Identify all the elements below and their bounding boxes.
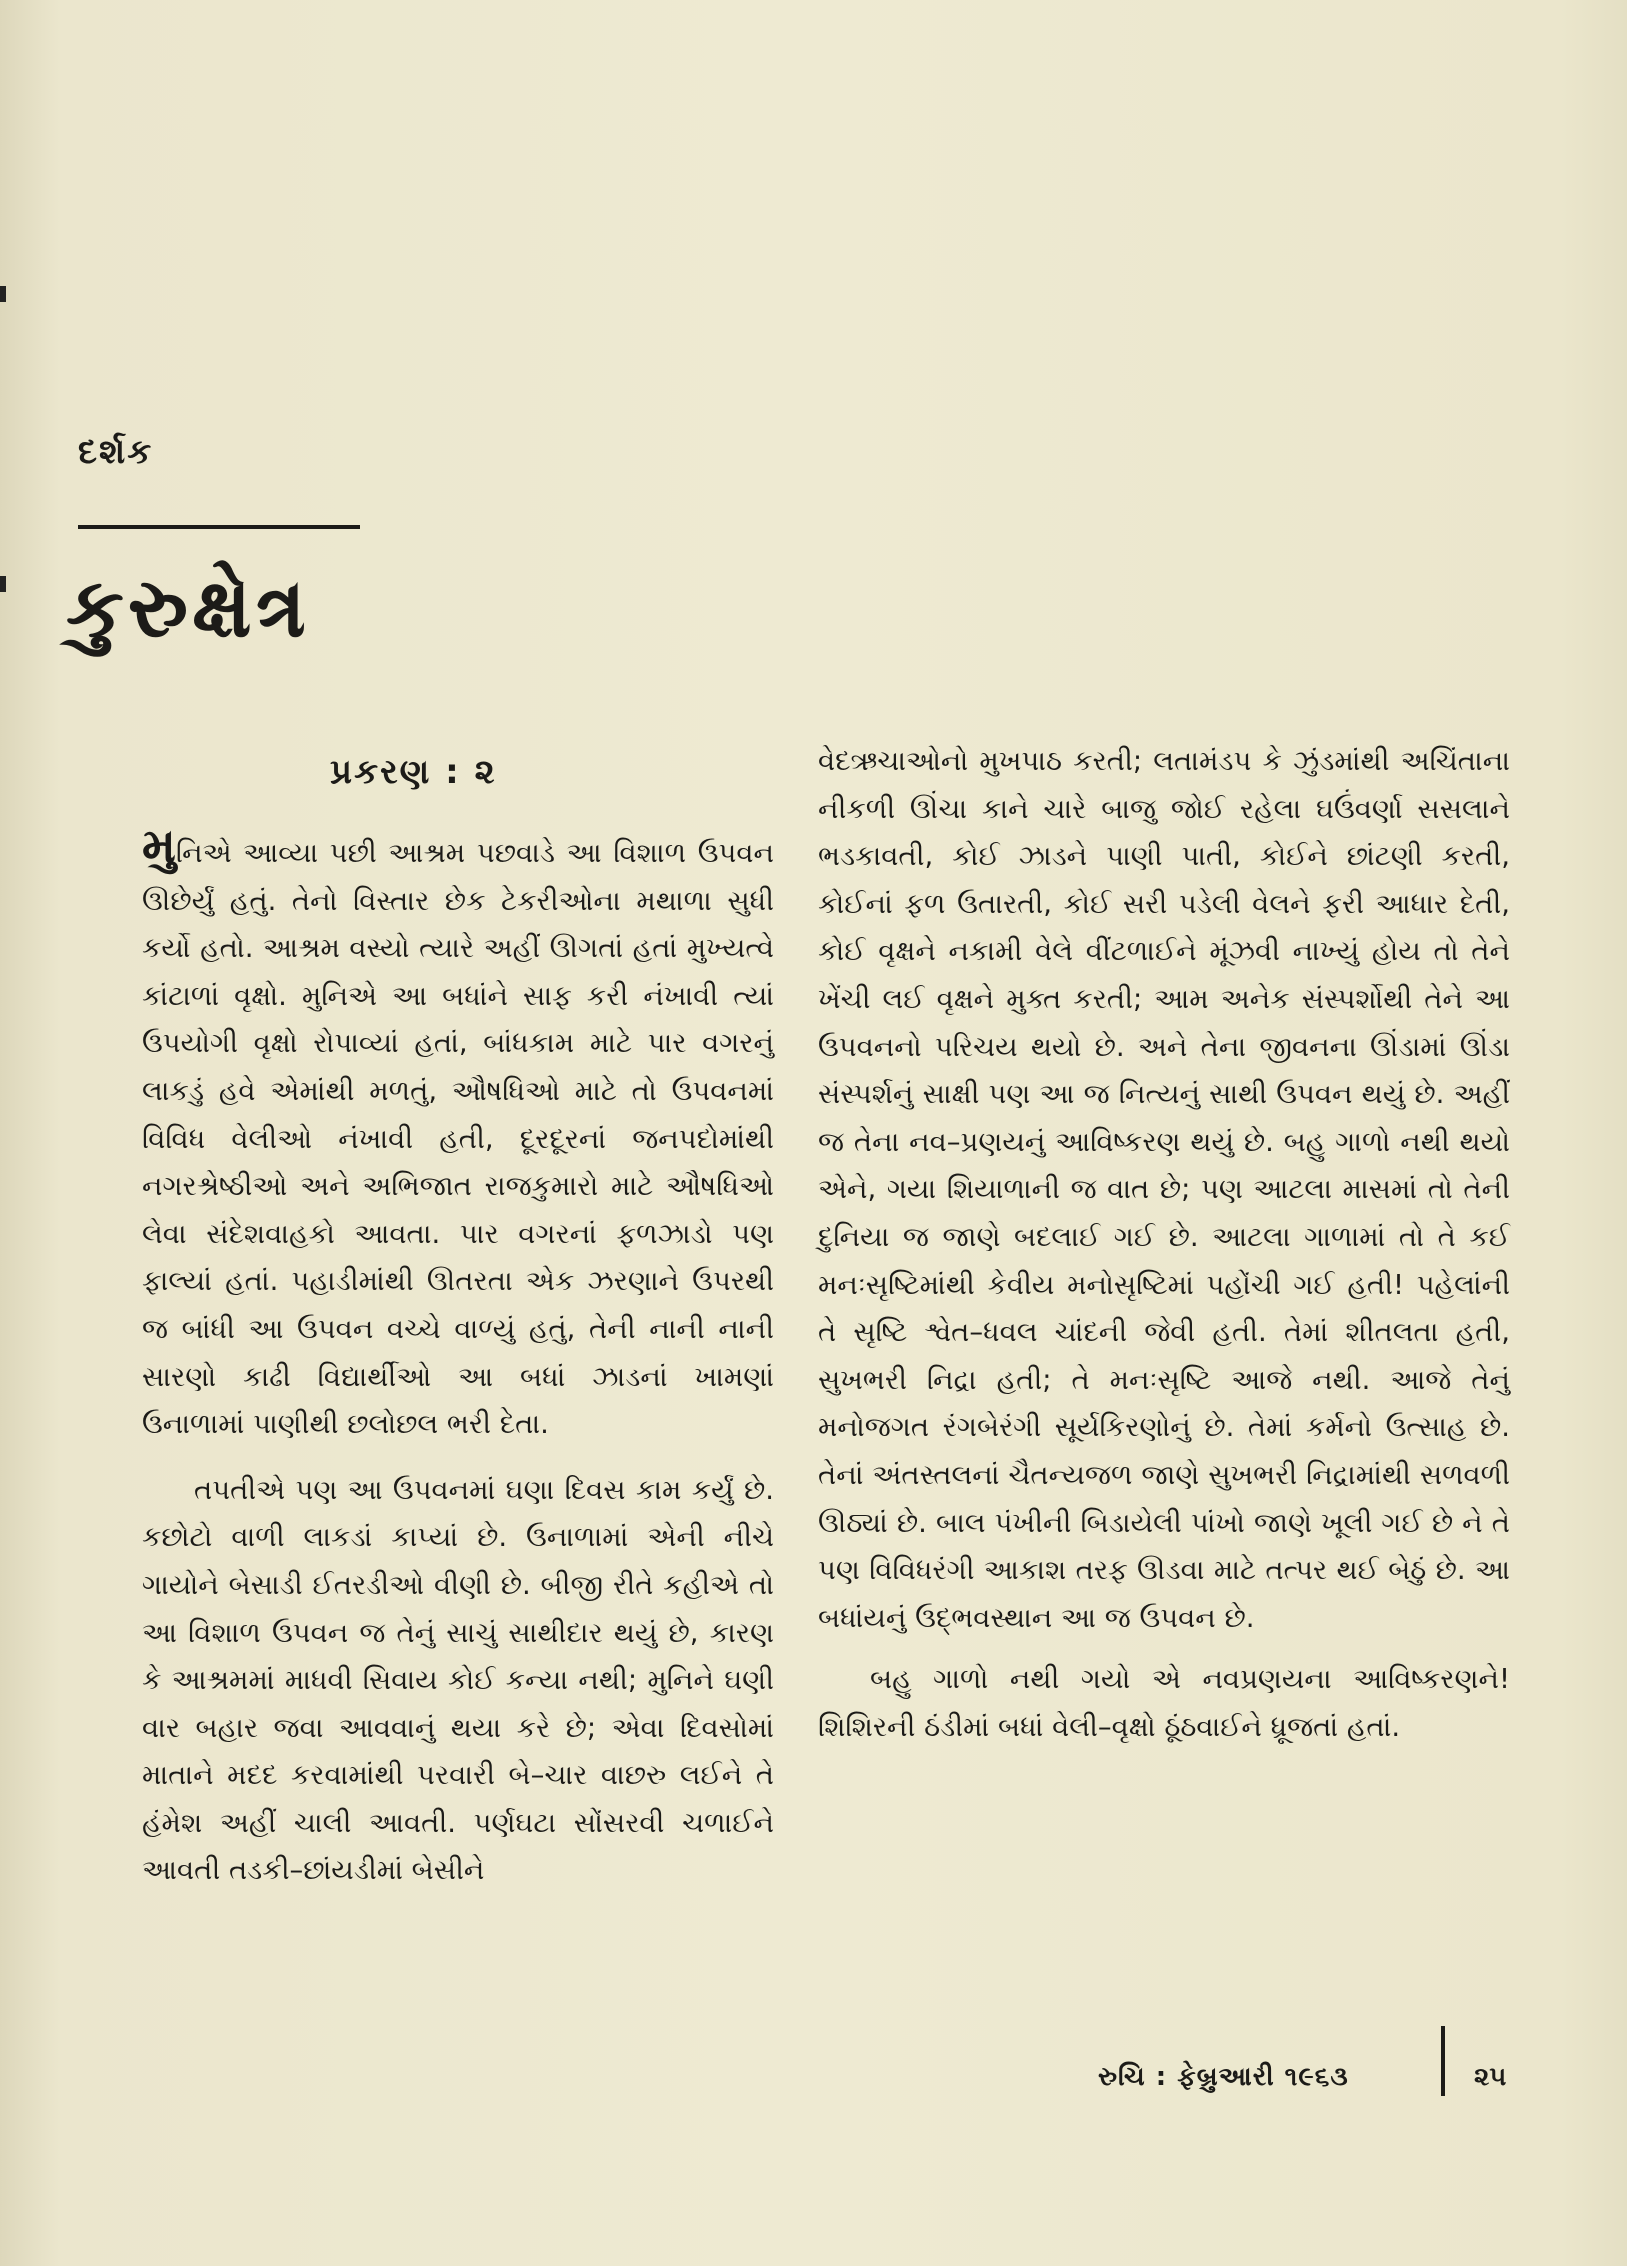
paragraph: વેદઋચાઓનો મુખપાઠ કરતી; લતામંડપ કે ઝુંડમાંથી અચિંતાના નીકળી ઊંચા કાને ચારે બાજુ જોઈ રહેલા ઘઉંવર્ણા સસલાને ભડકાવતી, કોઈ ઝાડને પાણી પાતી, કોઈને છાંટણી કરતી, કોઈનાં ફળ ઉતારતી, કોઈ સરી પડેલી વેલને ફરી આધાર દેતી, કોઈ વૃક્ષને નકામી વેલે વીંટળાઈને મૂંઝવી નાખ્યું હોય તો તેને ખેંચી લઈ વૃક્ષને મુક્ત કરતી; આમ અનેક સંસ્પર્શોથી તેને આ ઉપવનનો પરિચય થયો છે. અને તેના જીવનના ઊંડામાં ઊંડા સંસ્પર્શનું સાક્ષી પણ આ જ નિત્યનું સાથી ઉપવન થયું છે. અહીં જ તેના નવ–પ્રણયનું આવિષ્કરણ થયું છે. બહુ ગાળો નથી થયો એને, ગયા શિયાળાની જ વાત છે; પણ આટલા માસમાં તો તેની દુનિયા જ જાણે બદલાઈ ગઈ છે. આટલા ગાળામાં તો તે કઈ મનઃસૃષ્ટિમાંથી કેવીય મનોસૃષ્ટિમાં પહોંચી ગઈ હતી! પહેલાંની તે સૃષ્ટિ શ્વેત–ધવલ ચાંદની જેવી હતી. તેમાં શીતલતા હતી, સુખભરી નિદ્રા હતી; તે મનઃસૃષ્ટિ આજે નથી. આજે તેનું મનોજગત રંગબેરંગી સૂર્યકિરણોનું છે. તેમાં કર્મનો ઉત્સાહ છે. તેનાં અંતસ્તલનાં ચૈતન્યજળ જાણે સુખભરી નિદ્રામાંથી સળવળી ઊઠ્યાં છે. બાલ પંખીની બિડાયેલી પાંખો જાણે ખૂલી ગઈ છે ને તે પણ વિવિધરંગી આકાશ તરફ ઊડવા માટે તત્પર થઈ બેઠું છે. આ બધાંયનું ઉદ્ભવસ્થાન આ જ ઉપવન છે. [818,745,1510,1634]
page-number: ૨૫ [1474,2062,1507,2092]
left-column [142,818,774,1895]
footer-divider [1441,2026,1445,2096]
title-rule [78,525,360,529]
drop-cap: મુ [142,818,176,874]
paragraph: બહુ ગાળો નથી ગયો એ નવપ્રણયના આવિષ્કરણને! શિશિરની ઠંડીમાં બધાં વેલી–વૃક્ષો ઠૂંઠવાઈને ધ્રૂજતાં હતાં. [818,1663,1510,1743]
article-title: કુરુક્ષેત્ર [66,561,310,656]
edge-mark [0,576,6,592]
author-name: દર્શક [78,432,154,472]
paragraph [142,818,774,1449]
paragraph: તપતીએ પણ આ ઉપવનમાં ઘણા દિવસ કામ કર્યું છે. કછોટો વાળી લાકડાં કાપ્યાં છે. ઉનાળામાં એની નીચે ગાયોને બેસાડી ઈતરડીઓ વીણી છે. બીજી રીતે કહીએ તો આ વિશાળ ઉપવન જ તેનું સાચું સાથીદાર થયું છે, કારણ કે આશ્રમમાં માધવી સિવાય કોઈ કન્યા નથી; મુનિને ઘણી વાર બહાર જવા આવવાનું થયા કરે છે; એવા દિવસોમાં માતાને મદદ કરવામાંથી પરવારી બે–ચાર વાછરુ લઈને તે હંમેશ અહીં ચાલી આવતી. પર્ણઘટા સોંસરવી ચળાઈને આવતી તડકી–છાંયડીમાં બેસીને [142,1473,774,1887]
paragraph-text: નિએ આવ્યા પછી આશ્રમ પછવાડે આ વિશાળ ઉપવન ઊછેર્યું હતું. તેનો વિસ્તાર છેક ટેકરીઓના મથાળા સુધી કર્યો હતો. આશ્રમ વસ્યો ત્યારે અહીં ઊગતાં હતાં મુખ્યત્વે કાંટાળાં વૃક્ષો. મુનિએ આ બધાંને સાફ કરી નંખાવી ત્યાં ઉપયોગી વૃક્ષો રોપાવ્યાં હતાં, બાંધકામ માટે પાર વગરનું લાકડું હવે એમાંથી મળતું, ઔષધિઓ માટે તો ઉપવનમાં વિવિધ વેલીઓ નંખાવી હતી, દૂરદૂરનાં જનપદોમાંથી નગરશ્રેષ્ઠીઓ અને અભિજાત રાજકુમારો માટે ઔષધિઓ લેવા સંદેશવાહકો આવતા. પાર વગરનાં ફળઝાડો પણ ફાલ્યાં હતાં. પહાડીમાંથી ઊતરતા એક ઝરણાને ઉપરથી જ બાંધી આ ઉપવન વચ્ચે વાળ્યું હતું, તેની નાની નાની સારણો કાઢી વિદ્યાર્થીઓ આ બધાં ઝાડનાં ખામણાં ઉનાળામાં પાણીથી છલોછલ ભરી દેતા. [142,837,774,1441]
chapter-heading: પ્રકરણ : ૨ [330,752,497,792]
footer-magazine-date: રુચિ : ફેબ્રુઆરી ૧૯૬૩ [1098,2062,1349,2092]
right-column [818,738,1510,1751]
edge-mark [0,286,6,302]
